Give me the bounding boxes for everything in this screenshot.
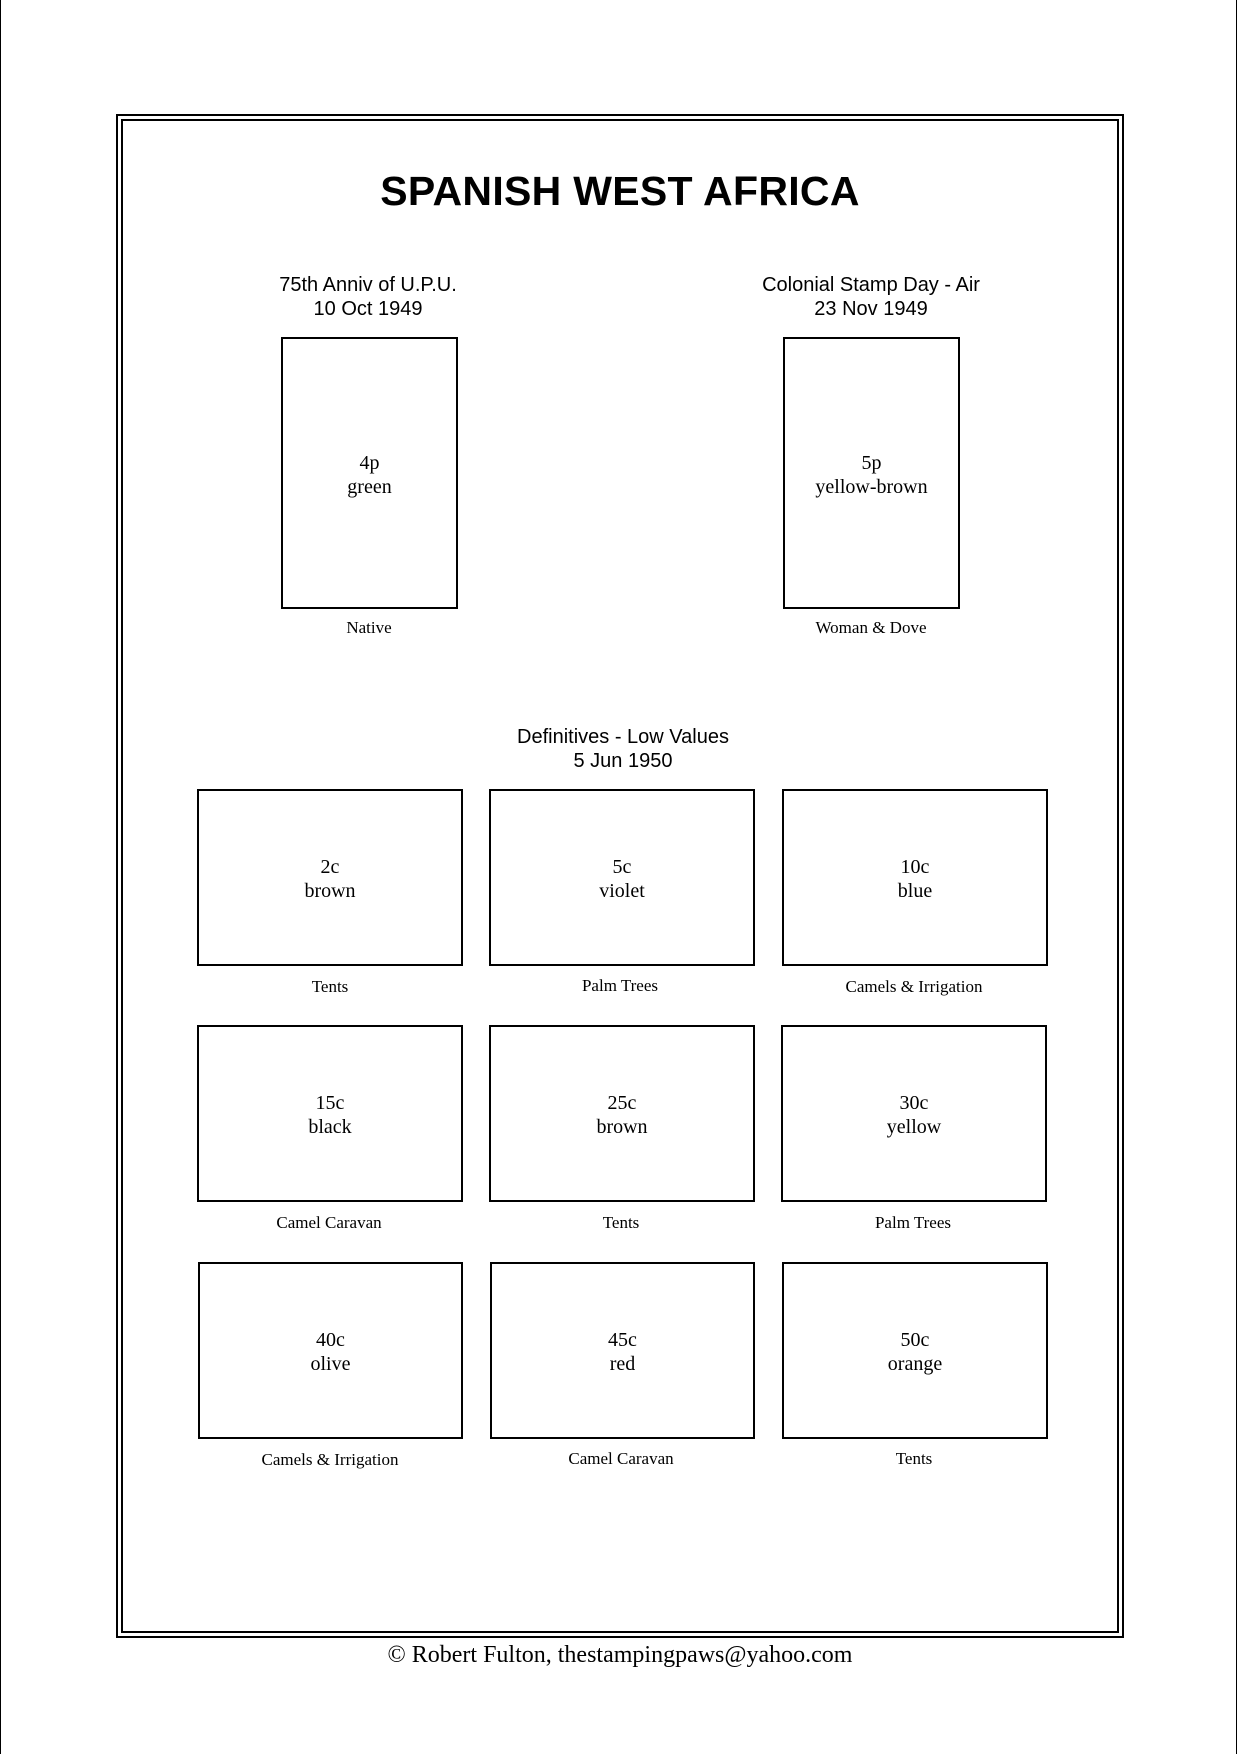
stamp-denomination: 45c	[608, 1329, 637, 1351]
stamp-denomination: 5p	[861, 452, 882, 474]
stamp-denomination: 2c	[320, 856, 340, 878]
stamp-label	[492, 1328, 753, 1376]
stamp-denomination: 4p	[359, 452, 380, 474]
stamp-denomination: 5c	[612, 856, 632, 878]
stamp-space	[197, 789, 463, 966]
section-heading-upu	[268, 273, 468, 321]
stamp-color: yellow	[886, 1116, 942, 1138]
page-edge-right	[1236, 0, 1237, 1754]
stamp-denomination: 10c	[900, 856, 930, 878]
section-title: 75th Anniv of U.P.U.	[279, 274, 457, 296]
stamp-color: violet	[599, 880, 645, 902]
stamp-color: blue	[897, 880, 933, 902]
stamp-caption: Woman & Dove	[815, 618, 927, 637]
stamp-space	[197, 1025, 463, 1202]
stamp-caption: Tents	[895, 1449, 933, 1468]
stamp-color: olive	[310, 1353, 351, 1375]
stamp-denomination: 30c	[899, 1092, 929, 1114]
stamp-denomination: 15c	[315, 1092, 345, 1114]
stamp-denomination: 25c	[607, 1092, 637, 1114]
stamp-caption: Native	[346, 618, 392, 637]
stamp-caption: Camel Caravan	[568, 1449, 674, 1468]
stamp-space	[198, 1262, 463, 1439]
stamp-caption: Tents	[602, 1213, 640, 1232]
stamp-space	[489, 1025, 755, 1202]
stamp-label	[200, 1328, 461, 1376]
stamp-space	[782, 789, 1048, 966]
section-heading-definitives	[473, 725, 773, 773]
stamp-space	[489, 789, 755, 966]
stamp-space	[781, 1025, 1047, 1202]
stamp-color: red	[609, 1353, 636, 1375]
stamp-label	[491, 1091, 753, 1139]
stamp-label	[785, 451, 958, 499]
stamp-caption: Camels & Irrigation	[845, 977, 983, 996]
section-title: Definitives - Low Values	[517, 726, 729, 748]
stamp-caption: Tents	[311, 977, 349, 996]
stamp-color: black	[308, 1116, 352, 1138]
stamp-label	[784, 855, 1046, 903]
stamp-denomination: 50c	[900, 1329, 930, 1351]
stamp-space	[281, 337, 458, 609]
stamp-label	[199, 855, 461, 903]
stamp-label	[783, 1091, 1045, 1139]
stamp-caption: Palm Trees	[581, 976, 659, 995]
stamp-color: green	[347, 476, 392, 498]
stamp-label	[784, 1328, 1046, 1376]
stamp-label	[199, 1091, 461, 1139]
section-date: 5 Jun 1950	[573, 750, 673, 772]
stamp-space	[782, 1262, 1048, 1439]
stamp-space	[783, 337, 960, 609]
page-edge-left	[0, 0, 1, 1754]
stamp-denomination: 40c	[316, 1329, 345, 1351]
stamp-caption: Camel Caravan	[276, 1213, 382, 1232]
section-heading-stamp-day	[721, 273, 1021, 321]
section-title: Colonial Stamp Day - Air	[762, 274, 980, 296]
stamp-color: brown	[304, 880, 356, 902]
stamp-caption: Camels & Irrigation	[261, 1450, 399, 1469]
stamp-space	[490, 1262, 755, 1439]
copyright-footer: © Robert Fulton, thestampingpaws@yahoo.com	[387, 1642, 853, 1668]
stamp-label	[283, 451, 456, 499]
stamp-caption: Palm Trees	[874, 1213, 952, 1232]
page-title: SPANISH WEST AFRICA	[380, 168, 860, 214]
stamp-color: orange	[887, 1353, 943, 1375]
stamp-color: brown	[596, 1116, 648, 1138]
section-date: 23 Nov 1949	[814, 298, 928, 320]
stamp-color: yellow-brown	[815, 476, 928, 498]
section-date: 10 Oct 1949	[313, 298, 423, 320]
stamp-label	[491, 855, 753, 903]
